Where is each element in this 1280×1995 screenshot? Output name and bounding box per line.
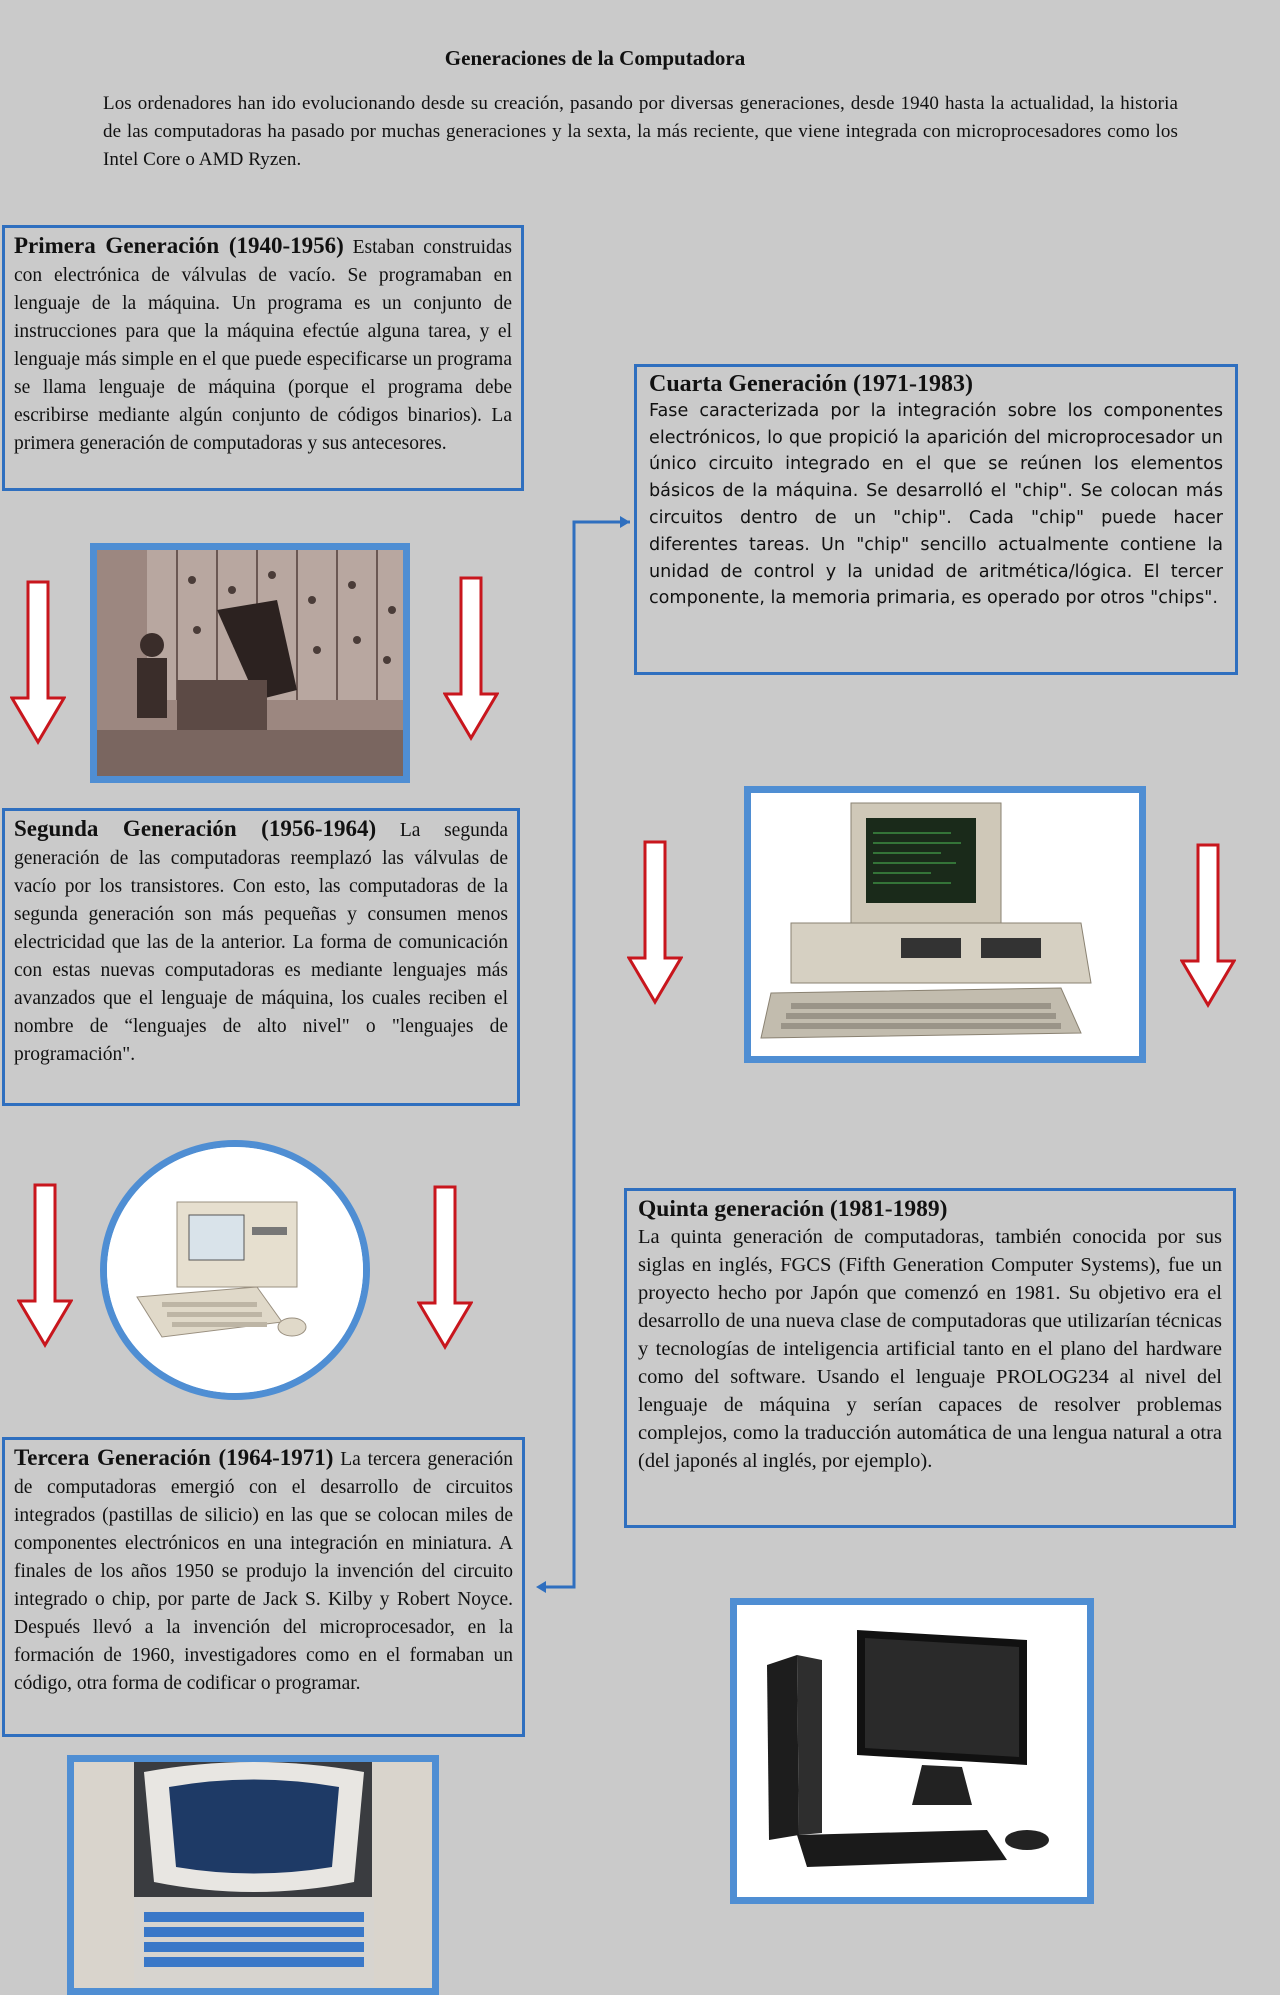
quinta-heading: Quinta generación (1981-1989) bbox=[638, 1196, 948, 1222]
intro-paragraph: Los ordenadores han ido evolucionando desde su creación, pasando por diversas generaciones, desde 1940 hasta la actualidad, la historia de las computadoras ha pasado por muchas generaciones y la sexta, la más reciente, que viene integrada con microprocesadores como los Intel Core o AMD Ryzen. bbox=[103, 93, 1178, 170]
quinta-text: La quinta generación de computadoras, también conocida por sus siglas en inglés, FGCS (Fifth Generation Computer Systems), fue un proyecto hecho por Japón que comenzó en 1981. Su objetivo era el desarrollo de una nueva clase de computadoras que utilizarían técnicas y tecnologías de inteligencia artificial tanto en el plano del hardware como del software. Usando el lenguaje PROLOG234 al nivel del lenguaje de máquina y serían capaces de resolver problemas complejos, como la traducción automática de una lengua natural a otra (del japonés al inglés, por ejemplo). bbox=[638, 1226, 1222, 1472]
segunda-generacion-box bbox=[2, 808, 520, 1106]
segunda-heading: Segunda Generación (1956-1964) bbox=[14, 816, 377, 841]
down-arrow bbox=[10, 580, 66, 745]
modern-desktop-photo bbox=[730, 1598, 1094, 1904]
apple-lisa-photo bbox=[100, 1140, 370, 1400]
vacuum-tube-computer-photo bbox=[90, 543, 410, 783]
tercera-text: La tercera generación de computadoras emergió con el desarrollo de circuitos integrados (pastillas de silicio) en las que se colocan miles de componentes electrónicos en una integración en miniatura. A finales de los años 1950 se produjo la invención del circuito integrado o chip, por parte de Jack S. Kilby y Robert Noyce. Después llevó a la invención del microprocesador, en la formación de 1960, investigadores como en el formaban un código, otra forma de codificar o programar. bbox=[14, 1449, 514, 1694]
cuarta-text: Fase caracterizada por la integración sobre los componentes electrónicos, lo que propició la aparición del microprocesador un único circuito integrado en el que se reúnen los elementos básicos de la máquina. Se desarrolló el "chip". Se colocan más circuitos dentro de un "chip". Cada "chip" puede hacer diferentes tareas. Un "chip" sencillo actualmente contiene la unidad de control y la unidad de aritmética/lógica. El tercer componente, la memoria primaria, es operado por otros "chips". bbox=[649, 400, 1223, 609]
tercera-heading: Tercera Generación (1964-1971) bbox=[14, 1445, 334, 1470]
cuarta-generacion-box bbox=[634, 364, 1238, 675]
down-arrow bbox=[443, 576, 499, 741]
down-arrow bbox=[1180, 843, 1236, 1008]
down-arrow bbox=[417, 1185, 473, 1350]
quinta-generacion-box bbox=[624, 1188, 1236, 1528]
down-arrow bbox=[627, 840, 683, 1005]
page-title: Generaciones de la Computadora bbox=[444, 46, 746, 70]
primera-generacion-box bbox=[2, 225, 524, 491]
segunda-text: La segunda generación de las computadoras reemplazó las válvulas de vacío por los transistores. Con esto, las computadoras de la segunda generación son más pequeñas y consumen menos electricidad que las de la anterior. La forma de comunicación con estas nuevas computadoras es mediante lenguajes más avanzados que el lenguaje de máquina, los cuales reciben el nombre de “lenguajes de alto nivel" o "lenguajes de programación". bbox=[14, 820, 508, 1065]
primera-text: Estaban construidas con electrónica de válvulas de vacío. Se programaban en lenguaje de la máquina. Un programa es un conjunto de instrucciones para que la máquina efectúe alguna tarea, y el lenguaje más simple en el que puede especificarse un programa se llama lenguaje de máquina (porque el programa debe escribirse mediante algún conjunto de códigos binarios). La primera generación de computadoras y sus antecesores. bbox=[14, 237, 513, 454]
down-arrow bbox=[17, 1183, 73, 1348]
primera-heading: Primera Generación (1940-1956) bbox=[14, 233, 344, 258]
ibm-pc-photo bbox=[744, 786, 1146, 1063]
terminal-keyboard-photo bbox=[67, 1755, 439, 1995]
timeline-connector bbox=[530, 500, 630, 1600]
cuarta-heading: Cuarta Generación (1971-1983) bbox=[649, 371, 973, 397]
tercera-generacion-box bbox=[2, 1437, 525, 1737]
